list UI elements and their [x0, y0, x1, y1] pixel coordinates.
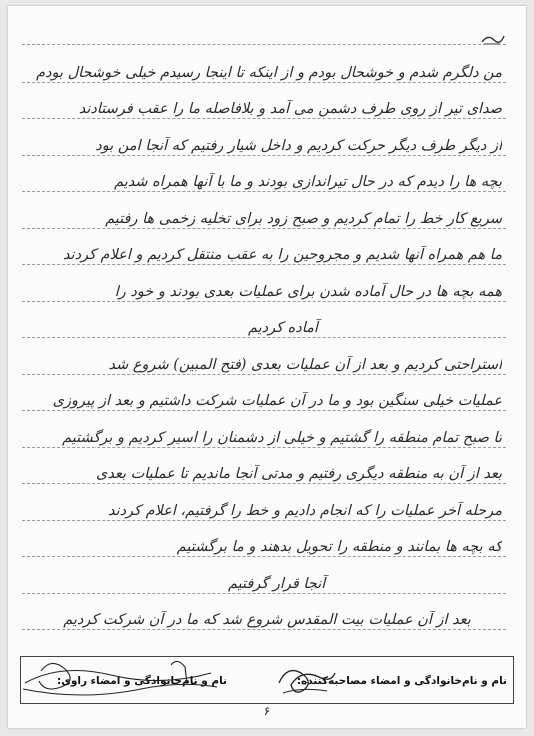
handwritten-line: همه بچه ها در حال آماده شدن برای عملیات بعدی بودند و خود را	[114, 284, 502, 300]
ruled-line	[22, 82, 506, 83]
ruled-line	[22, 264, 506, 265]
handwritten-line: بچه ها را دیدم که در حال تیراندازی بودند و ما با آنها همراه شدیم	[114, 174, 502, 190]
ruled-line	[22, 629, 506, 630]
document-page	[8, 6, 526, 728]
handwritten-line: من دلگرم شدم و خوشحال بودم و از اینکه تا اینجا رسیدم خیلی خوشحال بودم	[36, 65, 502, 81]
handwritten-line: سریع کار خط را تمام کردیم و صبح زود برای تخلیه زخمی ها رفتیم	[105, 211, 502, 227]
ruled-line	[22, 301, 506, 302]
ruled-line	[22, 593, 506, 594]
ruled-line	[22, 520, 506, 521]
narrator-signature-label: نام و نام‌خانوادگی و امضاء راوی:	[57, 675, 227, 687]
interviewer-signature-label: نام و نام‌خانوادگی و امضاء مصاحبه‌کننده:	[296, 675, 507, 687]
ruled-line	[22, 118, 506, 119]
ruled-line	[22, 191, 506, 192]
ruled-line	[22, 556, 506, 557]
ruled-line	[22, 228, 506, 229]
handwritten-line: ما هم همراه آنها شدیم و مجروحین را به عقب منتقل کردیم و اعلام کردند	[62, 247, 502, 263]
handwritten-line: تا صبح تمام منطقه را گشتیم و خیلی از دشمنان را اسیر کردیم و برگشتیم	[62, 430, 502, 446]
handwritten-line: آنجا قرار گرفتیم	[228, 576, 326, 592]
handwritten-line: بعد از آن عملیات بیت المقدس شروع شد که ما در آن شرکت کردیم	[63, 612, 471, 628]
handwritten-line: مرحله آخر عملیات را که انجام دادیم و خط را گرفتیم، اعلام کردند	[107, 503, 502, 519]
page-number: ۶	[263, 704, 271, 718]
ruled-line	[22, 374, 506, 375]
handwritten-line: عملیات خیلی سنگین بود و ما در آن عملیات شرکت داشتیم و بعد از پیروزی	[52, 393, 502, 409]
handwritten-line: که بچه ها بمانند و منطقه را تحویل بدهند و ما برگشتیم	[176, 539, 502, 555]
handwritten-line: استراحتی کردیم و بعد از آن عملیات بعدی (فتح المبین) شروع شد	[108, 357, 502, 373]
narrator-signature-icon	[21, 651, 221, 703]
ruled-line	[22, 410, 506, 411]
ruled-line	[22, 155, 506, 156]
ruled-line	[22, 483, 506, 484]
handwritten-line: از دیگر طرف دیگر حرکت کردیم و داخل شیار رفتیم که آنجا امن بود	[95, 138, 502, 154]
ruled-line	[22, 44, 506, 45]
signature-box	[20, 656, 514, 704]
handwritten-line: آماده کردیم	[248, 320, 318, 336]
ruled-line	[22, 337, 506, 338]
handwritten-line: بعد از آن به منطقه دیگری رفتیم و مدتی آنجا ماندیم تا عملیات بعدی	[96, 466, 502, 482]
interviewer-signature-icon	[271, 659, 341, 699]
handwritten-line: صدای تیر از روی طرف دشمن می آمد و بلافاصله ما را عقب فرستادند	[78, 101, 502, 117]
ruled-line	[22, 447, 506, 448]
